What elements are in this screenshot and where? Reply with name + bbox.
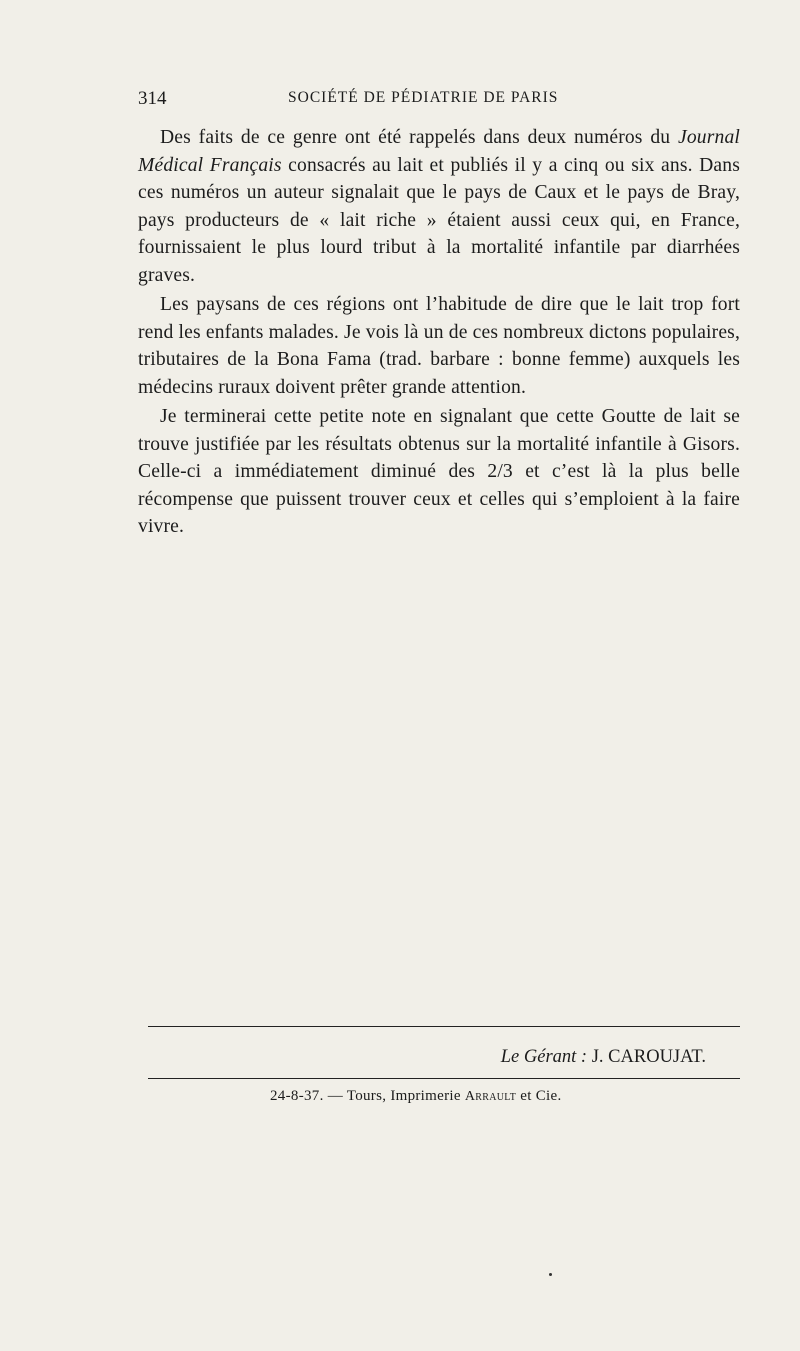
- paragraph-1-start: Des faits de ce genre ont été rappelés dans deux numéros du: [160, 127, 678, 148]
- paragraph-2: Les paysans de ces régions ont l’habitude de dire que le lait trop fort rend les enfants malades. Je vois là un de ces nombreux dictons populaires, tributaires de la Bona Fama (trad. barbare : bonne femme) auxquels les médecins ruraux doivent prêter grande attention.: [138, 294, 740, 398]
- imprint-date: 24-8-37.: [270, 1088, 324, 1104]
- paragraph-1-end: consacrés au lait et publiés il y a cinq ou six ans. Dans ces numéros un auteur signalait que le pays de Caux et le pays de Bray, pays producteurs de « lait riche » étaient aussi ceux qui, en France, fournissaient le plus lourd tribut à la mortalité infantile par diarrhées graves.: [138, 154, 740, 286]
- journal-title: Journal Médical Français: [138, 127, 740, 176]
- page-header: [138, 88, 740, 112]
- paper-speck: [549, 1273, 552, 1276]
- imprint-printer: Arrault: [464, 1089, 517, 1104]
- divider-rule-bottom: [148, 1078, 740, 1079]
- paragraph-3: Je terminerai cette petite note en signalant que cette Goutte de lait se trouve justifiée par les résultats obtenus sur la mortalité infantile à Gisors. Celle-ci a immédiatement diminué des 2/3 et c’est là la plus belle récompense que puissent trouver ceux et celles qui s’emploient à la faire vivre.: [138, 406, 740, 537]
- article-body: [138, 124, 740, 541]
- paragraph-1: [138, 124, 740, 289]
- divider-rule-top: [148, 1026, 740, 1027]
- printer-imprint: [270, 1088, 562, 1105]
- signature-role: Le Gérant :: [500, 1047, 588, 1067]
- imprint-suffix: et Cie.: [520, 1088, 562, 1104]
- imprint-text: — Tours, Imprimerie: [327, 1088, 461, 1104]
- signature-name: J. CAROUJAT.: [591, 1047, 706, 1067]
- page-number: 314: [138, 88, 167, 109]
- signature-line: [501, 1047, 706, 1068]
- running-title: SOCIÉTÉ DE PÉDIATRIE DE PARIS: [288, 89, 559, 106]
